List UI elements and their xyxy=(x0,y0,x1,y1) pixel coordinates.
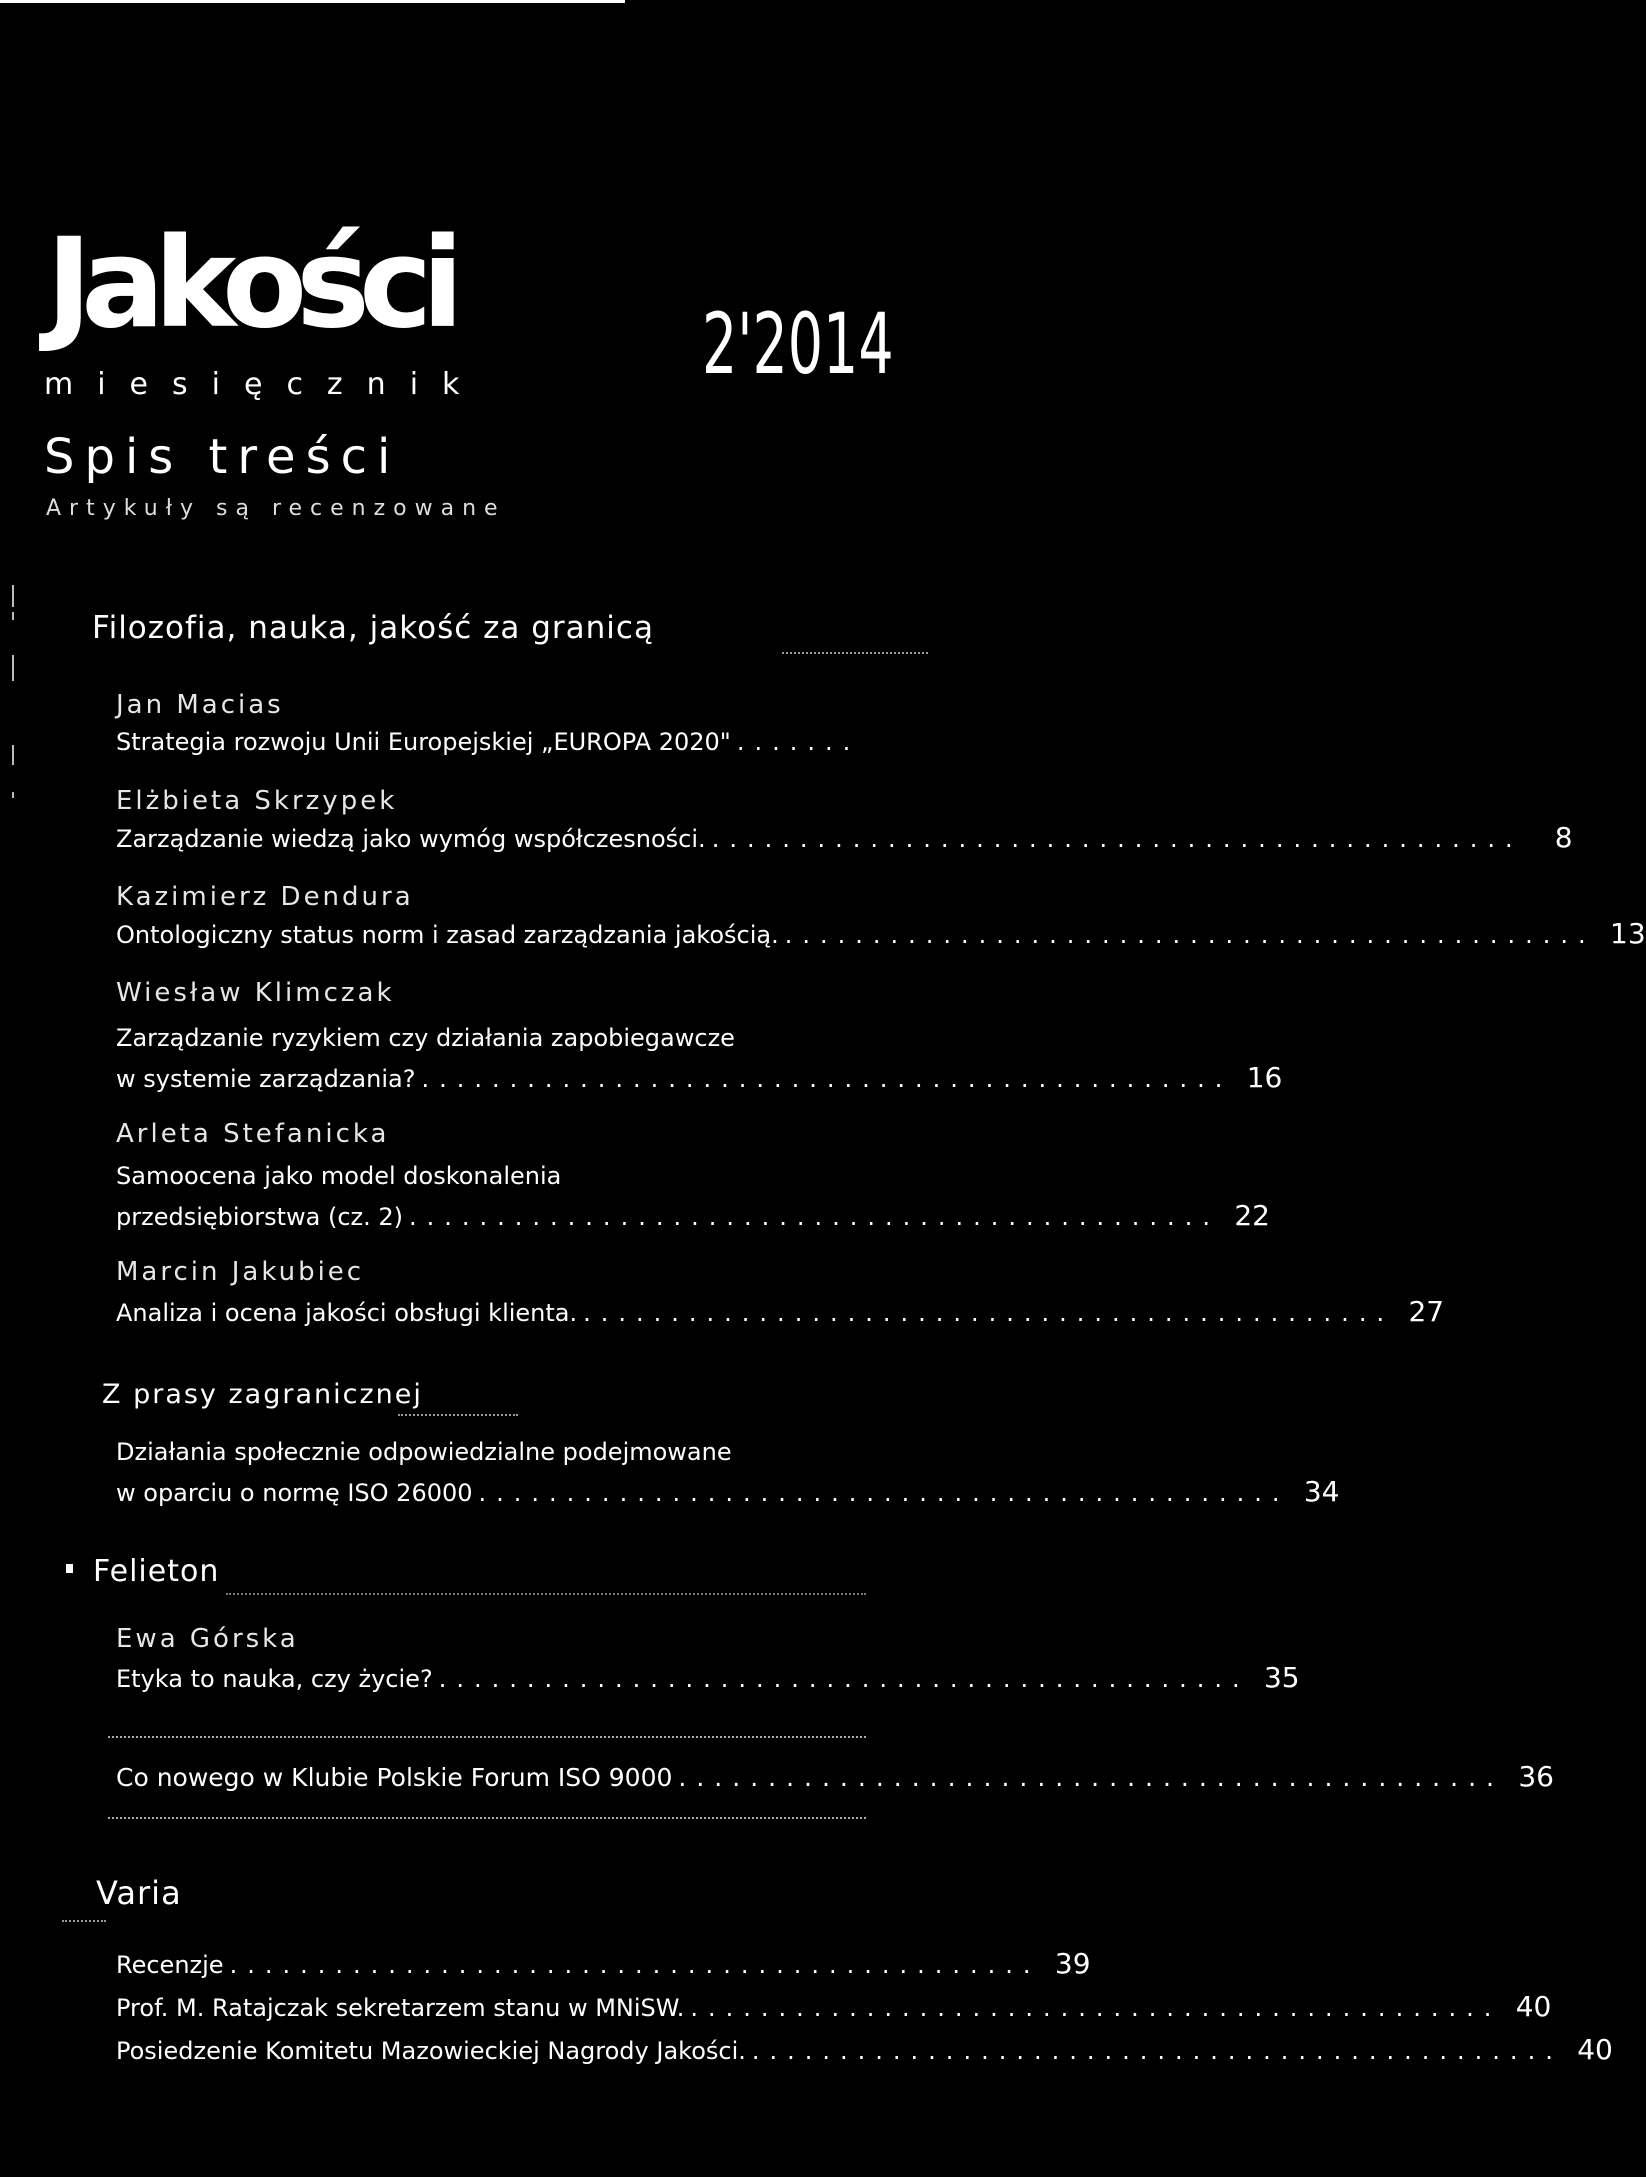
section-dots xyxy=(62,1920,106,1922)
entry-author: Arleta Stefanicka xyxy=(116,1119,390,1149)
entry-title-line: Działania społecznie odpowiedzialne podejmowane xyxy=(116,1438,732,1466)
entry-title: w oparciu o normę ISO 26000 xyxy=(116,1479,473,1507)
entry-title: Prof. M. Ratajczak sekretarzem stanu w MNiSW. xyxy=(116,1994,685,2022)
entry-page: 34 xyxy=(1303,1475,1340,1508)
edge-mark xyxy=(12,612,14,620)
edge-mark xyxy=(12,745,14,765)
toc-entry[interactable]: Zarządzanie ryzykiem czy działania zapobiegawcze w systemie zarządzania? .............................................. 16 xyxy=(116,1024,1283,1094)
entry-title: Zarządzanie wiedzą jako wymóg współczesności. xyxy=(116,825,706,853)
separator-dots xyxy=(108,1817,866,1819)
entry-page: 40 xyxy=(1515,1990,1552,2023)
section-title-prasa: Z prasy zagranicznej xyxy=(102,1379,423,1410)
entry-title-line: Samoocena jako model doskonalenia xyxy=(116,1162,562,1190)
entry-page: 22 xyxy=(1234,1199,1270,1232)
toc-entry[interactable]: Etyka to nauka, czy życie? .............................................. 35 xyxy=(116,1661,1300,1694)
issue-number: 2'2014 xyxy=(702,295,894,393)
toc-entry[interactable]: Samoocena jako model doskonalenia przedsiębiorstwa (cz. 2) .............................................. 22 xyxy=(116,1162,1270,1232)
entry-page: 40 xyxy=(1577,2033,1613,2066)
entry-page: 35 xyxy=(1263,1661,1300,1694)
toc-entry[interactable]: Prof. M. Ratajczak sekretarzem stanu w MNiSW. .............................................. 40 xyxy=(116,1990,1552,2023)
toc-entry[interactable]: Recenzje .............................................. 39 xyxy=(116,1947,1091,1980)
section-bullet xyxy=(66,1564,73,1573)
section-title-varia: Varia xyxy=(96,1874,182,1912)
top-rule xyxy=(0,0,625,3)
entry-author: Elżbieta Skrzypek xyxy=(116,786,398,816)
edge-mark xyxy=(12,655,14,681)
entry-page: 16 xyxy=(1246,1061,1283,1094)
entry-title: w systemie zarządzania? xyxy=(116,1065,416,1093)
toc-note: Artykuły są recenzowane xyxy=(46,496,506,521)
entry-author: Ewa Górska xyxy=(116,1624,299,1654)
separator-dots xyxy=(108,1736,866,1738)
magazine-subtitle: miesięcznik xyxy=(44,367,484,402)
toc-title: Spis treści xyxy=(44,429,401,485)
entry-title: Recenzje xyxy=(116,1951,224,1979)
entry-page: 13 xyxy=(1610,917,1646,950)
entry-author: Marcin Jakubiec xyxy=(116,1257,365,1287)
entry-title: Etyka to nauka, czy życie? xyxy=(116,1665,433,1693)
section-dots xyxy=(782,652,928,654)
toc-entry[interactable]: Co nowego w Klubie Polskie Forum ISO 9000 .............................................. 36 xyxy=(116,1760,1554,1793)
magazine-logo: Jakości xyxy=(46,212,453,356)
edge-mark xyxy=(12,792,14,798)
entry-title: Analiza i ocena jakości obsługi klienta. xyxy=(116,1299,578,1327)
entry-page: 39 xyxy=(1054,1947,1091,1980)
entry-title-line: Zarządzanie ryzykiem czy działania zapobiegawcze xyxy=(116,1024,735,1052)
entry-author: Jan Macias xyxy=(116,690,284,720)
entry-page: 36 xyxy=(1518,1760,1554,1793)
entry-title: Ontologiczny status norm i zasad zarządzania jakością. xyxy=(116,921,779,949)
section-title-filozofia: Filozofia, nauka, jakość za granicą xyxy=(92,610,654,646)
entry-title: przedsiębiorstwa (cz. 2) xyxy=(116,1203,404,1231)
entry-title: Posiedzenie Komitetu Mazowieckiej Nagrody Jakości. xyxy=(116,2037,746,2065)
entry-page: 8 xyxy=(1554,821,1573,854)
toc-entry[interactable]: Ontologiczny status norm i zasad zarządzania jakością. .............................................. 13 xyxy=(116,917,1646,950)
toc-entry[interactable]: Zarządzanie wiedzą jako wymóg współczesności. .............................................. 8 xyxy=(116,821,1573,854)
entry-author: Wiesław Klimczak xyxy=(116,978,395,1008)
entry-page: 27 xyxy=(1408,1295,1445,1328)
toc-entry[interactable]: Posiedzenie Komitetu Mazowieckiej Nagrody Jakości. .............................................. 40 xyxy=(116,2033,1613,2066)
edge-mark xyxy=(12,585,14,607)
toc-entry[interactable]: Analiza i ocena jakości obsługi klienta. .............................................. 27 xyxy=(116,1295,1445,1328)
toc-entry[interactable]: Strategia rozwoju Unii Europejskiej „EUROPA 2020" ....... xyxy=(116,728,861,756)
entry-title: Strategia rozwoju Unii Europejskiej „EUROPA 2020" xyxy=(116,728,731,756)
toc-entry[interactable]: Działania społecznie odpowiedzialne podejmowane w oparciu o normę ISO 26000 .............................................. 34 xyxy=(116,1438,1340,1508)
entry-author: Kazimierz Dendura xyxy=(116,882,414,912)
section-title-felieton: Felieton xyxy=(93,1554,220,1589)
section-dots xyxy=(398,1414,518,1416)
section-dots xyxy=(226,1593,866,1595)
entry-title: Co nowego w Klubie Polskie Forum ISO 9000 xyxy=(116,1763,673,1792)
